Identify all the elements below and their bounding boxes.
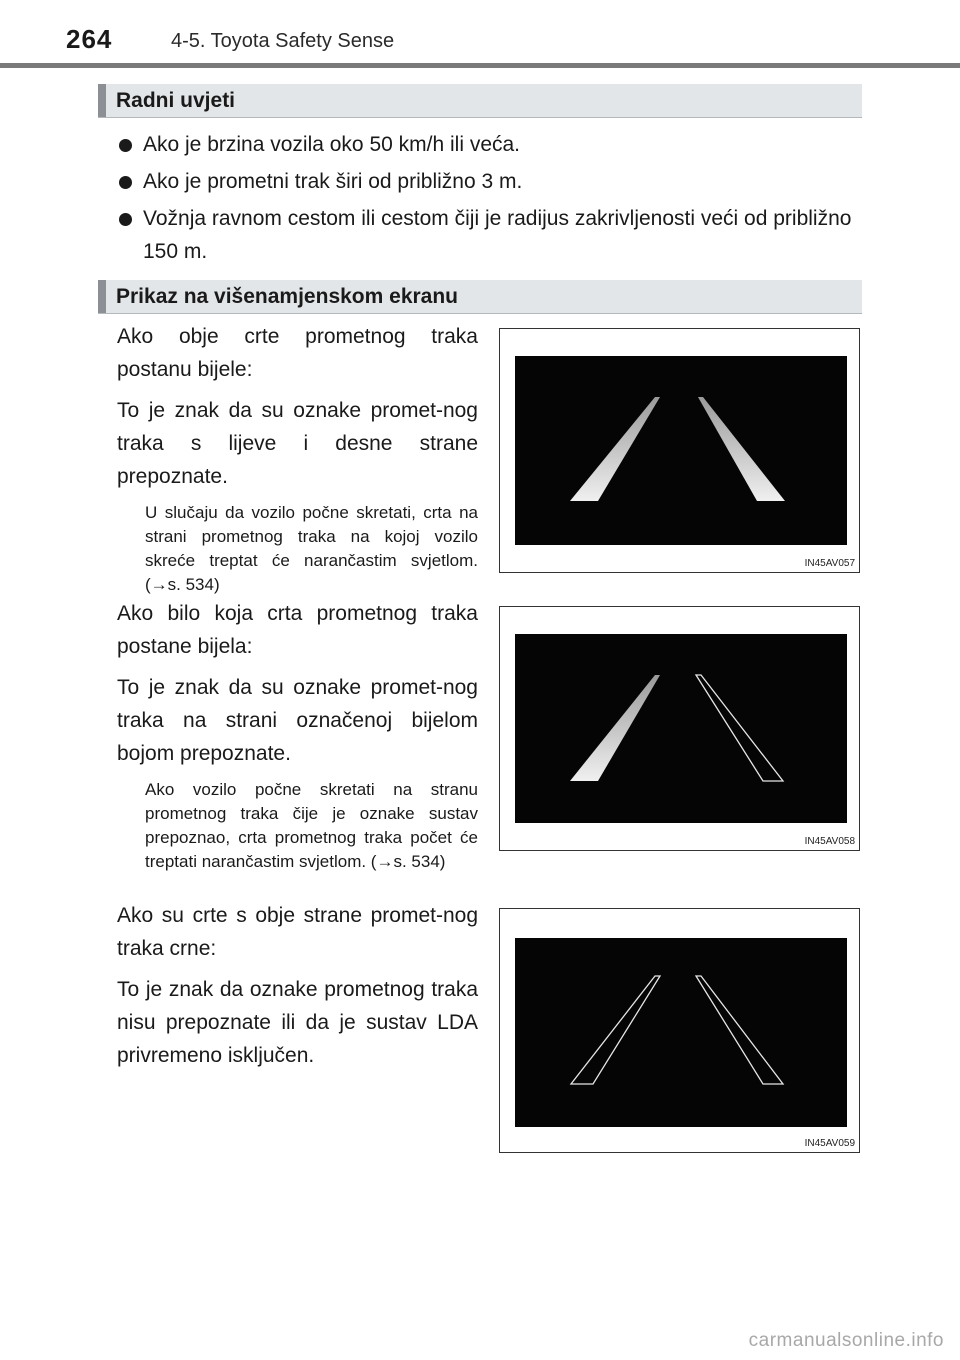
- figure-code: IN45AV059: [804, 1138, 855, 1149]
- heading-accent: [98, 84, 106, 117]
- page-number: 264: [66, 24, 113, 54]
- left-lane-line: [570, 397, 660, 501]
- display-screen: [515, 634, 847, 823]
- lane-display-figure-both-black: [499, 908, 860, 1153]
- condition-lead: Ako su crte s obje strane promet-nog traka crne:: [117, 904, 478, 960]
- conditions-list: [118, 128, 863, 272]
- display-screen: [515, 356, 847, 545]
- figure-code: IN45AV058: [804, 836, 855, 847]
- heading-accent: [98, 280, 106, 313]
- section-heading-radni-uvjeti: [98, 84, 862, 118]
- condition-lead: Ako bilo koja crta prometnog traka postane bijela:: [117, 602, 478, 658]
- lane-display-figure-both-white: [499, 328, 860, 573]
- list-item-text: Ako je prometni trak širi od približno 3 m.: [143, 170, 523, 193]
- header-rule: [0, 63, 960, 68]
- display-screen: [515, 938, 847, 1127]
- display-description-both-white: [117, 320, 478, 597]
- list-item-text: Vožnja ravnom cestom ili cestom čiji je radijus zakrivljenosti veći od približno 150 m.: [143, 207, 852, 263]
- bullet-dot-icon: [119, 139, 132, 152]
- left-lane-line: [570, 675, 660, 781]
- list-item: [118, 202, 863, 268]
- section-heading-prikaz: [98, 280, 862, 314]
- lane-display-figure-one-white: [499, 606, 860, 851]
- condition-lead: Ako obje crte prometnog traka postanu bijele:: [117, 325, 478, 381]
- figure-code: IN45AV057: [804, 558, 855, 569]
- condition-note: Ako vozilo počne skretati na stranu prometnog traka čije je oznake sustav prepoznao, crta prometnog traka počet će treptati narančastim svjetlom. (→s. 534): [145, 780, 478, 871]
- section-heading-label: Radni uvjeti: [116, 89, 236, 112]
- lane-lines-illustration: [515, 356, 847, 545]
- bullet-dot-icon: [119, 213, 132, 226]
- display-description-one-white: [117, 597, 478, 874]
- watermark: carmanualsonline.info: [748, 1330, 944, 1351]
- section-path: 4-5. Toyota Safety Sense: [171, 30, 395, 52]
- list-item: [118, 165, 863, 198]
- section-heading-label: Prikaz na višenamjenskom ekranu: [116, 285, 458, 308]
- right-lane-line: [698, 397, 785, 501]
- condition-meaning: To je znak da su oznake promet-nog traka s lijeve i desne strane prepoznate.: [117, 399, 478, 488]
- list-item-text: Ako je brzina vozila oko 50 km/h ili veća.: [143, 133, 521, 156]
- left-lane-line-outline: [571, 976, 660, 1084]
- right-lane-line-outline: [696, 675, 783, 781]
- lane-lines-illustration: [515, 938, 847, 1127]
- display-description-both-black: [117, 899, 478, 1080]
- lane-lines-illustration: [515, 634, 847, 823]
- right-lane-line-outline: [696, 976, 783, 1084]
- condition-meaning: To je znak da oznake prometnog traka nisu prepoznate ili da je sustav LDA privremeno isključen.: [117, 978, 478, 1067]
- condition-meaning: To je znak da su oznake promet-nog traka na strani označenoj bijelom bojom prepoznate.: [117, 676, 478, 765]
- list-item: [118, 128, 863, 161]
- bullet-dot-icon: [119, 176, 132, 189]
- condition-note: U slučaju da vozilo počne skretati, crta na strani prometnog traka na kojoj vozilo skreće treptat će narančastim svjetlom. (→s. 534): [145, 503, 478, 594]
